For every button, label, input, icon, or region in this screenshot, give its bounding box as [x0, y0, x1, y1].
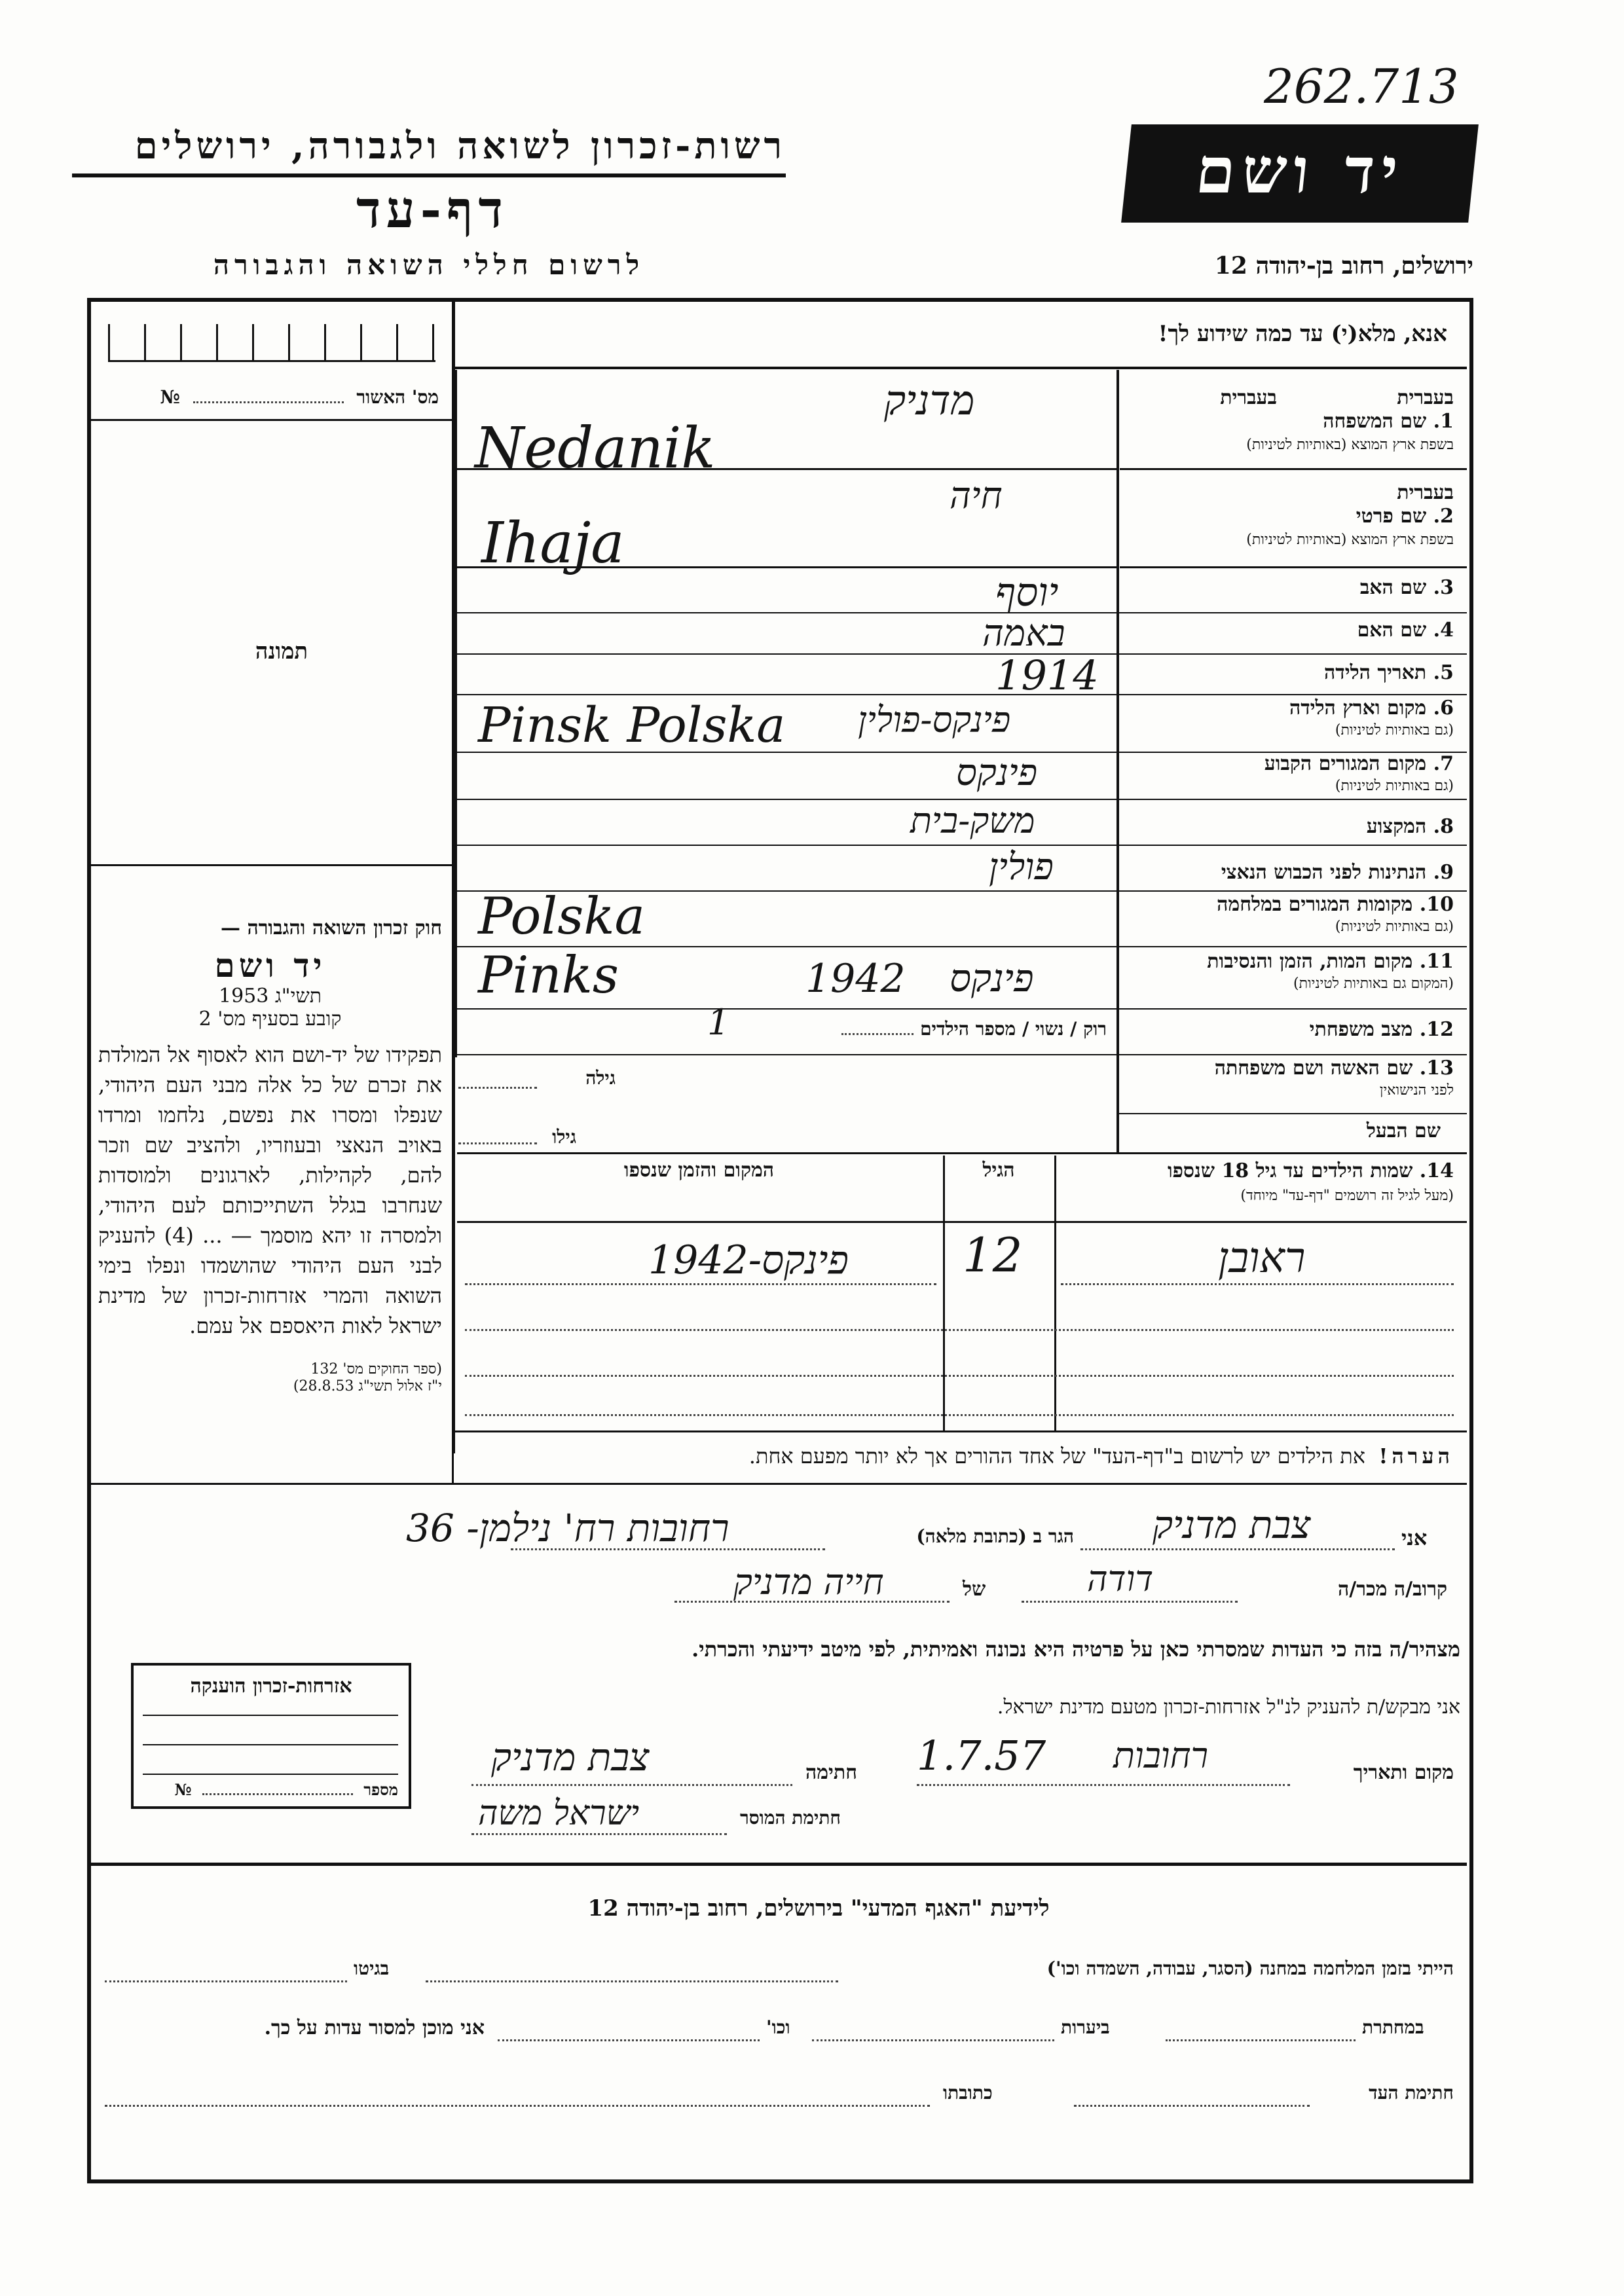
law-year-he: תשי"ג	[274, 985, 322, 1008]
surname-hebrew: מדניק	[884, 376, 975, 424]
surname-latin: Nedanik	[475, 416, 716, 481]
field-13-num: 13.	[1419, 1057, 1454, 1080]
archive-number: 262.713	[1264, 59, 1459, 114]
law-text: תפקידו של יד-ושם הוא לאסוף אל המולדת את זכרם של כל אלה מבני העם היהודי, שנפלו ומסרו את נפשם, נלחמו ומרדו באויב הנאצי ובעוזריו, ולהציב שם וזכר להם, לקהילות, לארגונים ולמוסדות שנחרבו בגלל השתייכותם לעם היהודי, ולמסרה זו יהא מוסמך — ... (4) להעניק לבני העם היהודי שהושמדו ונפלו בימי השואה והמרי אזרחות-זכרון של מדינת ישראל לאות היאספם אל עמם.	[98, 1042, 443, 1338]
field-9-num: 9.	[1433, 861, 1454, 884]
latin-note-1: בשפת ארץ המוצא (באותיות לטיניות)	[1246, 437, 1454, 453]
children-count: 1	[707, 1002, 730, 1043]
marital-options: רוק / נשוי / מספר הילדים	[920, 1018, 1107, 1040]
footer-ready: אני מוכן למסור עדות על כך.	[264, 2016, 485, 2039]
field-12-label: מצב משפחתי	[1309, 1018, 1413, 1041]
form-title: דף-עד	[356, 180, 508, 240]
field-12-num: 12.	[1419, 1018, 1454, 1041]
children-names-note: (מעל לגיל זה רושמים "דף-עד" מיוחד)	[1240, 1188, 1454, 1204]
birthplace-latin: Pinsk Polska	[478, 697, 786, 754]
wife-age-label: גילה	[585, 1067, 616, 1089]
approval-label: מס' האשור	[356, 386, 439, 408]
latin-note-2: בשפת ארץ המוצא (באותיות לטיניות)	[1246, 532, 1454, 548]
declaration-date: 1.7.57	[917, 1732, 1046, 1779]
field-8-num: 8.	[1433, 815, 1454, 838]
field-4-label: שם האם	[1357, 619, 1427, 642]
decl-statement: מצהיר/ה בזה כי העדות שמסרתי כאן על פרטיה היא נכונה ואמיתית, לפי מיטב ידיעתי והכרתי.	[692, 1637, 1460, 1662]
declarant-name: צבת מדניק	[1153, 1503, 1311, 1547]
decl-place-date: מקום ותאריך	[1353, 1761, 1454, 1784]
decl-request: אני מבקש/ת להעניק לנ"ל אזרחות-זכרון מטעם מדינת ישראל.	[997, 1696, 1460, 1719]
decl-resides: הגר ב	[1033, 1525, 1074, 1547]
law-section-ref: קובע בסעיף מס' 2	[198, 1008, 342, 1030]
law-year: 1953	[218, 985, 269, 1008]
children-age-header: הגיל	[982, 1159, 1015, 1182]
law-source-1: (ספר החוקים מס' 132	[310, 1361, 442, 1377]
field-10-label: מקומות המגורים במלחמה	[1217, 893, 1413, 916]
mother-name: באמה	[982, 612, 1065, 655]
child-death: פינקס-1942	[648, 1237, 849, 1283]
residence: פינקס	[956, 752, 1038, 794]
law-title: חוק זכרון השואה והגבורה —	[221, 917, 442, 939]
field-10-note: (גם באותיות לטיניות)	[1335, 919, 1454, 935]
law-section	[98, 917, 442, 1394]
law-source-2: י"ז אלול תשי"ג 28.8.53)	[293, 1378, 442, 1394]
footer-line1: הייתי בזמן המלחמה במחנה (הסגר, עבודה, השמדה וכו')	[1046, 1958, 1454, 1979]
note-text: את הילדים יש לרשום ב"דף-העד" של אחד ההורים אך לא יותר מפעם אחת.	[748, 1444, 1365, 1468]
field-1-label: שם המשפחה	[1323, 410, 1427, 433]
decl-full-address: (כתובת מלאה)	[916, 1525, 1027, 1547]
field-2-num: 2.	[1433, 505, 1454, 528]
field-11-note: (המקום גם באותיות לטיניות)	[1293, 975, 1454, 992]
instruction: אנא, מלא(י) עד כמה שידוע לך!	[1158, 321, 1447, 347]
decl-official-label: חתימת המוסר	[740, 1807, 841, 1829]
field-7-label: מקום המגורים הקבוע	[1264, 752, 1427, 775]
field-13-note: לפני הנישואין	[1379, 1082, 1454, 1099]
field-2-label: שם פרטי	[1356, 505, 1427, 528]
decl-ani: אני	[1401, 1525, 1428, 1550]
relation: דודה	[1087, 1558, 1154, 1599]
husband-name-label: שם הבעל	[1366, 1120, 1441, 1142]
death-place-hebrew: פינקס	[950, 956, 1034, 1000]
field-7-num: 7.	[1433, 752, 1454, 775]
death-year: 1942	[805, 956, 906, 1002]
form-subtitle: לרשום חללי השואה והגבורה	[213, 249, 645, 281]
yad-vashem-logo	[1121, 124, 1479, 223]
hebrew-label-1: בעברית	[1220, 386, 1277, 409]
citizenship-box	[131, 1663, 411, 1809]
citizenship-box-number: מספר	[363, 1780, 398, 1799]
decl-signature-label: חתימה	[805, 1761, 857, 1784]
birthplace-hebrew: פינקס-פולין	[858, 699, 1011, 740]
child-age: 12	[963, 1228, 1023, 1283]
logo-text: יד ושם	[1192, 134, 1409, 208]
children-names-header: שמות הילדים עד גיל 18 שנספו	[1167, 1159, 1413, 1182]
footer-address: כתובתו	[943, 2082, 993, 2104]
field-4-num: 4.	[1433, 619, 1454, 642]
footer-witness-sig: חתימת העד	[1369, 2082, 1454, 2104]
place-date-city: רחובות	[1113, 1735, 1209, 1776]
field-11-label: מקום המות, הזמן והנסיבות	[1207, 950, 1413, 973]
declarant-address: רחובות רח' נילמן- 36	[406, 1506, 729, 1550]
official-signature: ישראל משה	[478, 1794, 640, 1833]
citizenship: פולין	[989, 846, 1054, 888]
field-6-label: מקום וארץ הלידה	[1289, 697, 1427, 720]
citizenship-box-title: אזרחות-זכרון הוענקה	[190, 1675, 352, 1698]
field-3-label: שם האב	[1359, 576, 1427, 599]
footer-etc: וכו'	[766, 2016, 790, 2038]
approval-no: №	[160, 386, 180, 408]
field-10-num: 10.	[1419, 893, 1454, 916]
children-place-header: המקום והזמן שנספו	[623, 1159, 775, 1182]
father-name: יוסף	[995, 570, 1059, 615]
field-5-label: תאריך הלידה	[1324, 661, 1427, 684]
footer-ghetto: בגיטו	[354, 1958, 390, 1979]
note-label: הערה!	[1378, 1444, 1454, 1468]
wartime-place: Polska	[478, 887, 646, 946]
hebrew-label-a: בעברית	[1397, 386, 1454, 409]
husband-age-label: גילו	[552, 1126, 576, 1148]
death-place-latin: Pinks	[478, 946, 619, 1005]
footer-title: לידיעת "האגף המדעי" בירושלים, רחוב בן-יהודה 12	[587, 1895, 1050, 1922]
field-5-num: 5.	[1433, 661, 1454, 684]
authority-name: רשות-זכרון לשואה ולגבורה, ירושלים	[134, 124, 786, 168]
approval-boxes	[108, 324, 449, 360]
law-name: יד ושם	[214, 946, 326, 985]
field-3-num: 3.	[1433, 576, 1454, 599]
footer-underground: במחתרת	[1362, 2016, 1424, 2038]
decl-of: של	[963, 1578, 986, 1601]
footer-forests: ביערות	[1061, 2016, 1110, 2038]
photo-label: תמונה	[255, 638, 308, 665]
address: ירושלים, רחוב בן-יהודה 12	[1214, 252, 1473, 280]
field-9-label: הנתינות לפני הכבוש הנאצי	[1221, 861, 1427, 884]
field-11-num: 11.	[1419, 950, 1454, 973]
declarant-signature: צבת מדניק	[491, 1735, 650, 1779]
first-name-latin: Ihaja	[481, 511, 625, 576]
citizenship-box-no: №	[174, 1780, 192, 1799]
field-6-note: (גם באותיות לטיניות)	[1335, 722, 1454, 738]
first-name-hebrew: חיה	[950, 475, 1003, 517]
decl-relative: קרוב/ה מכר/ה	[1338, 1578, 1447, 1601]
children-num: 14.	[1419, 1159, 1454, 1182]
field-13-label: שם האשה ושם משפחתה	[1214, 1057, 1413, 1080]
of-name: חייה מדניק	[733, 1561, 884, 1603]
field-1-num: 1.	[1433, 410, 1454, 433]
child-name: ראובן	[1218, 1234, 1306, 1283]
birth-year: 1914	[995, 651, 1099, 699]
occupation: משק-בית	[910, 800, 1035, 841]
field-7-note: (גם באותיות לטיניות)	[1335, 778, 1454, 794]
field-8-label: המקצוע	[1366, 815, 1427, 838]
hebrew-label-b: בעברית	[1397, 481, 1454, 504]
field-6-num: 6.	[1433, 697, 1454, 720]
